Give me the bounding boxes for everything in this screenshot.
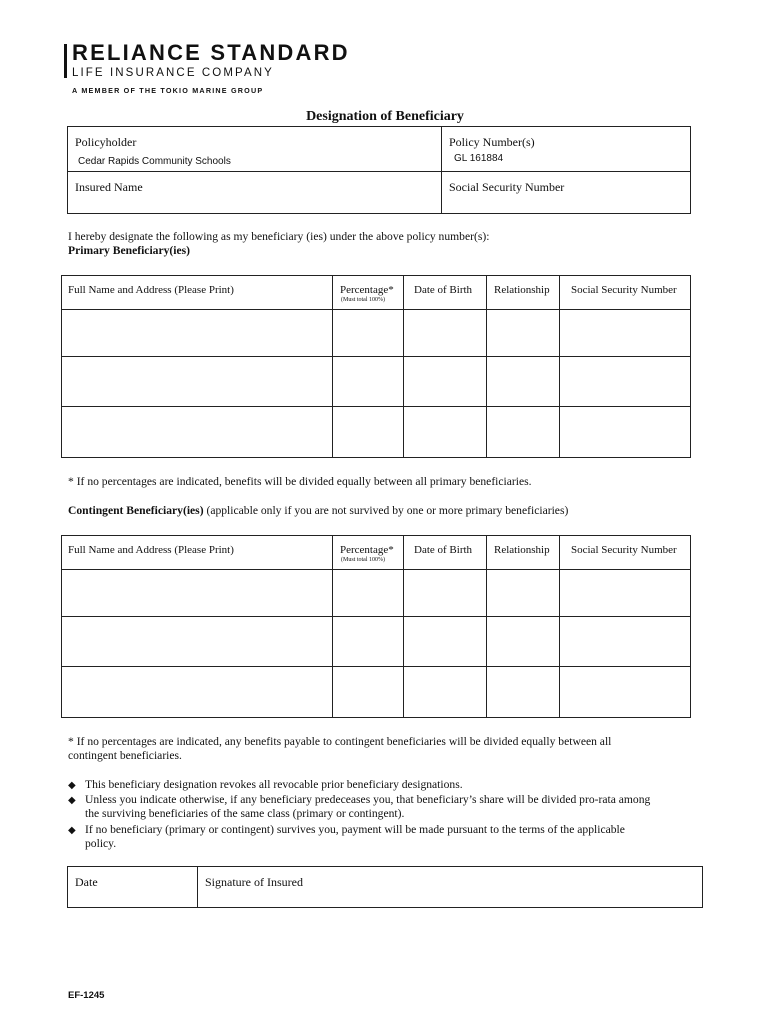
primary-2-relationship-input[interactable] bbox=[488, 358, 558, 405]
contingent-3-ssn-input[interactable] bbox=[561, 668, 690, 716]
col-relationship-header: Relationship bbox=[494, 284, 550, 296]
col-percentage-header: Percentage* bbox=[340, 284, 394, 296]
contingent-1-relationship-input[interactable] bbox=[488, 571, 558, 615]
primary-3-relationship-input[interactable] bbox=[488, 408, 558, 456]
contingent-2-relationship-input[interactable] bbox=[488, 618, 558, 665]
contingent-heading-line bbox=[68, 504, 568, 517]
diamond-bullet-icon: ◆ bbox=[68, 825, 76, 836]
primary-2-dob-input[interactable] bbox=[405, 358, 485, 405]
divider bbox=[61, 356, 691, 357]
divider bbox=[61, 406, 691, 407]
primary-3-dob-input[interactable] bbox=[405, 408, 485, 456]
contingent-1-name-input[interactable] bbox=[63, 571, 331, 615]
primary-1-dob-input[interactable] bbox=[405, 311, 485, 355]
divider bbox=[486, 535, 487, 718]
contingent-2-dob-input[interactable] bbox=[405, 618, 485, 665]
bullet-3-text-line1: If no beneficiary (primary or contingent) survives you, payment will be made pursuant to the terms of the applicable bbox=[85, 823, 625, 836]
logo-company-name: RELIANCE STANDARD bbox=[72, 40, 350, 65]
contingent-heading-suffix: (applicable only if you are not survived by one or more primary beneficiaries) bbox=[203, 504, 569, 517]
contingent-2-percentage-input[interactable] bbox=[334, 618, 402, 665]
col-dob-header: Date of Birth bbox=[414, 284, 473, 296]
divider bbox=[441, 126, 442, 214]
contingent-col-name-header: Full Name and Address (Please Print) bbox=[68, 544, 234, 556]
primary-2-ssn-input[interactable] bbox=[561, 358, 690, 405]
divider bbox=[61, 666, 691, 667]
divider bbox=[559, 275, 560, 458]
logo-tagline: A MEMBER OF THE TOKIO MARINE GROUP bbox=[72, 86, 264, 95]
divider bbox=[332, 275, 333, 458]
signature-label: Signature of Insured bbox=[205, 875, 303, 889]
bullet-2-text-line2: the surviving beneficiaries of the same class (primary or contingent). bbox=[85, 807, 405, 820]
contingent-1-percentage-input[interactable] bbox=[334, 571, 402, 615]
primary-3-ssn-input[interactable] bbox=[561, 408, 690, 456]
contingent-2-ssn-input[interactable] bbox=[561, 618, 690, 665]
divider bbox=[559, 535, 560, 718]
logo-company-subtitle: LIFE INSURANCE COMPANY bbox=[72, 67, 274, 79]
form-title: Designation of Beneficiary bbox=[306, 109, 464, 124]
insured-ssn-label: Social Security Number bbox=[449, 180, 565, 194]
col-percentage-note: (Must total 100%) bbox=[341, 297, 385, 303]
date-field[interactable] bbox=[69, 889, 196, 906]
designation-text: I hereby designate the following as my beneficiary (ies) under the above policy number(s): bbox=[68, 230, 490, 243]
policy-number-field[interactable]: GL 161884 bbox=[454, 153, 504, 164]
signature-field[interactable] bbox=[199, 889, 701, 906]
policyholder-field[interactable]: Cedar Rapids Community Schools bbox=[78, 156, 231, 167]
form-number: EF-1245 bbox=[68, 990, 105, 1001]
contingent-1-ssn-input[interactable] bbox=[561, 571, 690, 615]
contingent-3-name-input[interactable] bbox=[63, 668, 331, 716]
primary-1-ssn-input[interactable] bbox=[561, 311, 690, 355]
primary-2-name-input[interactable] bbox=[63, 358, 331, 405]
primary-3-percentage-input[interactable] bbox=[334, 408, 402, 456]
policy-number-label: Policy Number(s) bbox=[449, 135, 535, 149]
divider bbox=[403, 275, 404, 458]
date-label: Date bbox=[75, 875, 98, 889]
primary-1-percentage-input[interactable] bbox=[334, 311, 402, 355]
contingent-col-ssn-header: Social Security Number bbox=[571, 544, 677, 556]
contingent-2-name-input[interactable] bbox=[63, 618, 331, 665]
primary-note: * If no percentages are indicated, benefits will be divided equally between all primary beneficiaries. bbox=[68, 475, 532, 488]
primary-1-relationship-input[interactable] bbox=[488, 311, 558, 355]
contingent-3-percentage-input[interactable] bbox=[334, 668, 402, 716]
bullet-3-text-line2: policy. bbox=[85, 837, 117, 850]
primary-heading: Primary Beneficiary(ies) bbox=[68, 244, 191, 257]
contingent-col-percentage-note: (Must total 100%) bbox=[341, 557, 385, 563]
insured-name-field[interactable] bbox=[69, 196, 439, 212]
contingent-col-relationship-header: Relationship bbox=[494, 544, 550, 556]
bullet-1-text: This beneficiary designation revokes all revocable prior beneficiary designations. bbox=[85, 778, 463, 791]
divider bbox=[332, 535, 333, 718]
divider bbox=[197, 866, 198, 908]
insured-ssn-field[interactable] bbox=[443, 196, 689, 212]
contingent-note-line2: contingent beneficiaries. bbox=[68, 749, 182, 762]
diamond-bullet-icon: ◆ bbox=[68, 795, 76, 806]
contingent-col-percentage-header: Percentage* bbox=[340, 544, 394, 556]
contingent-note-line1: * If no percentages are indicated, any benefits payable to contingent beneficiaries will be divided equally between all bbox=[68, 735, 612, 748]
logo-bar bbox=[64, 44, 67, 78]
insured-name-label: Insured Name bbox=[75, 180, 143, 194]
contingent-3-relationship-input[interactable] bbox=[488, 668, 558, 716]
contingent-col-dob-header: Date of Birth bbox=[414, 544, 473, 556]
col-name-header: Full Name and Address (Please Print) bbox=[68, 284, 234, 296]
divider bbox=[61, 309, 691, 310]
col-ssn-header: Social Security Number bbox=[571, 284, 677, 296]
divider bbox=[67, 171, 691, 172]
primary-3-name-input[interactable] bbox=[63, 408, 331, 456]
policyholder-label: Policyholder bbox=[75, 135, 137, 149]
contingent-1-dob-input[interactable] bbox=[405, 571, 485, 615]
diamond-bullet-icon: ◆ bbox=[68, 780, 76, 791]
divider bbox=[486, 275, 487, 458]
primary-2-percentage-input[interactable] bbox=[334, 358, 402, 405]
bullet-2-text-line1: Unless you indicate otherwise, if any beneficiary predeceases you, that beneficiary’s share will be divided pro-rata among bbox=[85, 793, 651, 806]
primary-1-name-input[interactable] bbox=[63, 311, 331, 355]
divider bbox=[403, 535, 404, 718]
contingent-3-dob-input[interactable] bbox=[405, 668, 485, 716]
divider bbox=[61, 616, 691, 617]
contingent-heading: Contingent Beneficiary(ies) bbox=[68, 504, 204, 517]
divider bbox=[61, 569, 691, 570]
